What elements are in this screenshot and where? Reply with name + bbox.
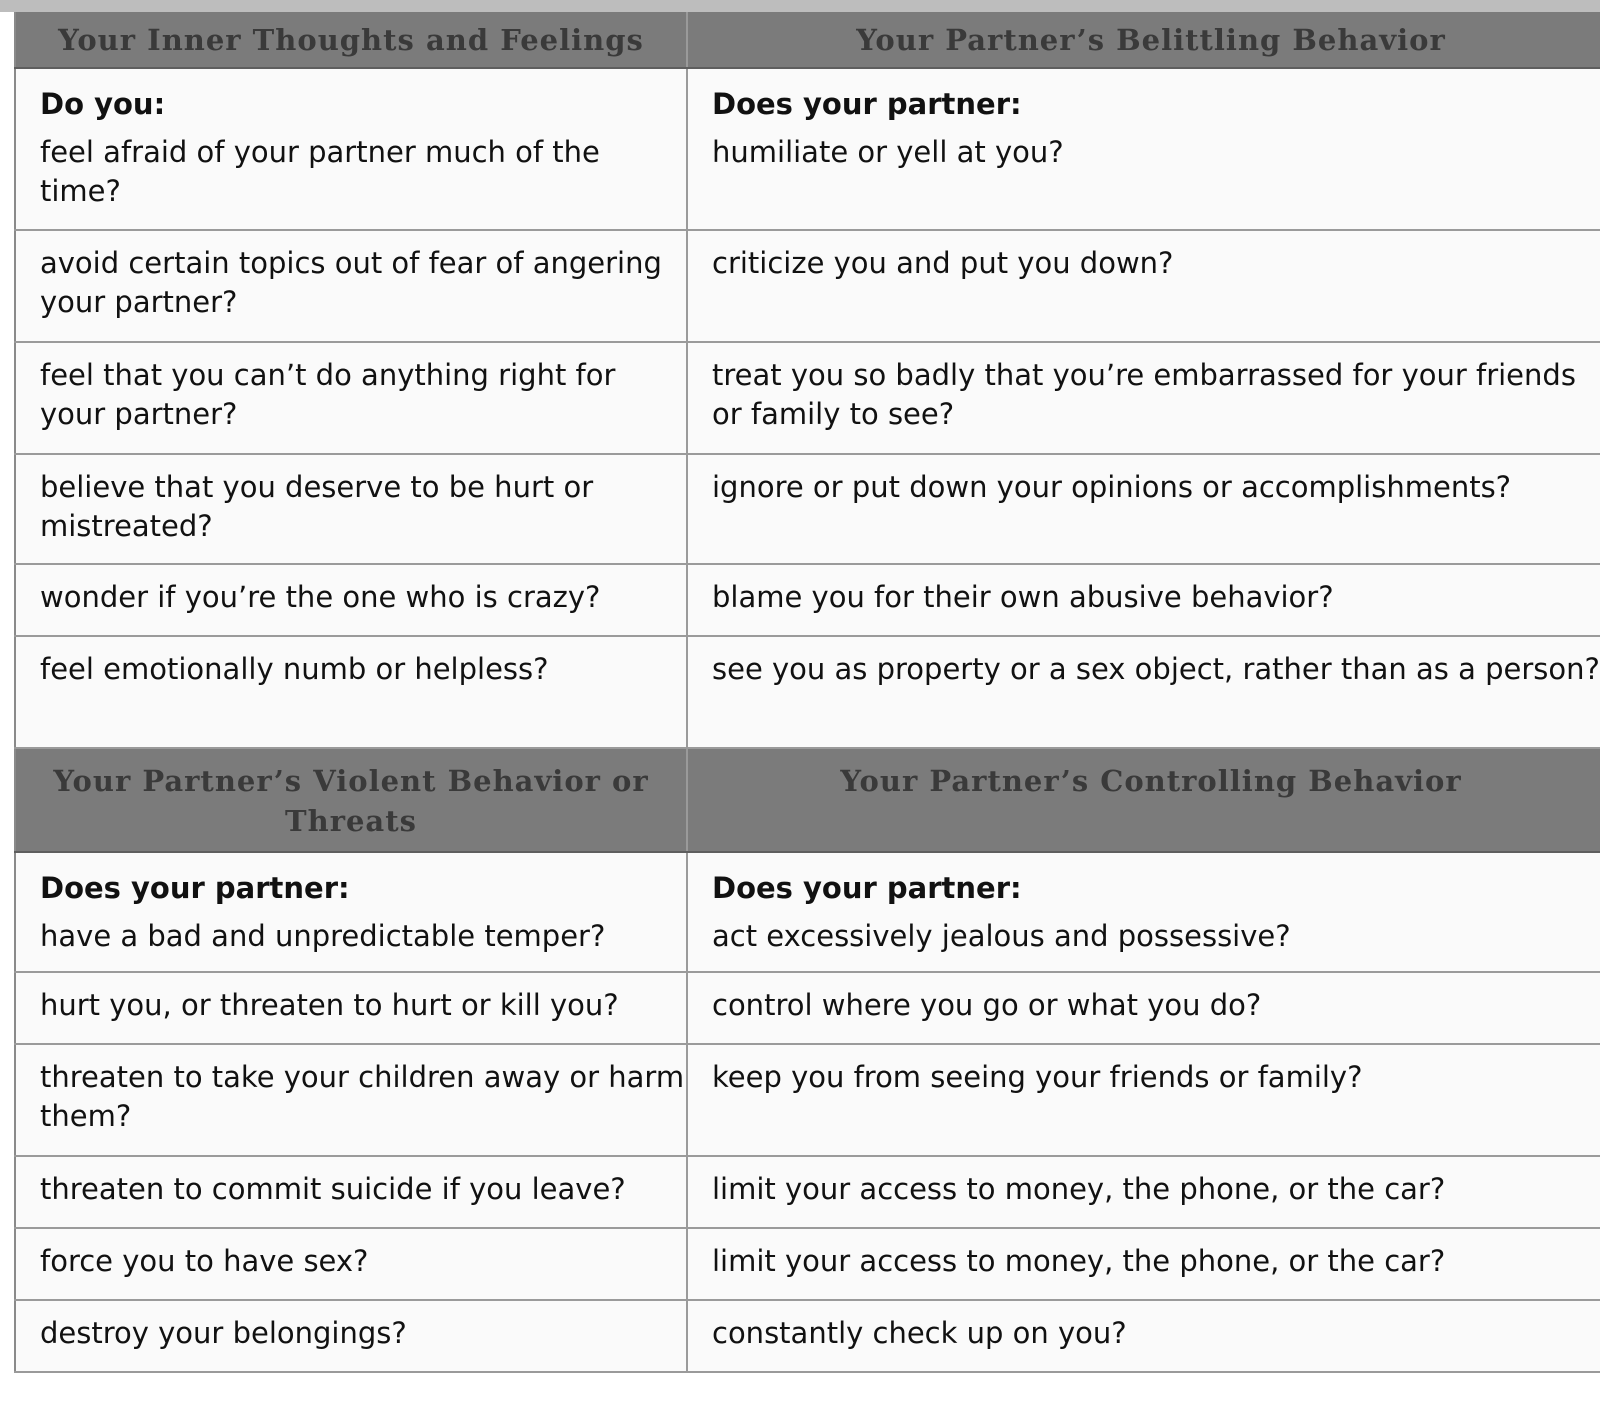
table-row [15, 972, 1600, 1044]
table-cell [15, 1044, 687, 1156]
header-belittling-behavior: Your Partner’s Belittling Behavior [687, 12, 1600, 68]
table-row [15, 68, 1600, 230]
question-text: threaten to commit suicide if you leave? [40, 1172, 626, 1206]
table-row [15, 636, 1600, 748]
table-row [15, 852, 1600, 972]
table-cell [687, 342, 1600, 454]
column-intro: Do you: [40, 87, 166, 121]
table-row [15, 1228, 1600, 1300]
table-row [15, 1044, 1600, 1156]
table-cell [15, 852, 687, 972]
question-text: control where you go or what you do? [712, 988, 1262, 1022]
warning-signs-table [14, 12, 1600, 1373]
question-text: feel afraid of your partner much of the time? [40, 135, 600, 208]
question-text: ignore or put down your opinions or accomplishments? [712, 470, 1512, 504]
question-text: avoid certain topics out of fear of angering your partner? [40, 246, 662, 319]
table-row [15, 1300, 1600, 1372]
question-text: have a bad and unpredictable temper? [40, 919, 606, 953]
table-cell [15, 454, 687, 564]
header-violent-behavior: Your Partner’s Violent Behavior or Threats [15, 748, 687, 852]
table-cell [15, 1156, 687, 1228]
column-intro: Does your partner: [712, 871, 1022, 905]
question-text: threaten to take your children away or harm them? [40, 1060, 685, 1133]
table-cell [687, 68, 1600, 230]
table-cell [687, 1228, 1600, 1300]
header-controlling-behavior: Your Partner’s Controlling Behavior [687, 748, 1600, 852]
table-cell [687, 1156, 1600, 1228]
table-cell [15, 342, 687, 454]
question-text: limit your access to money, the phone, or the car? [712, 1244, 1446, 1278]
question-text: believe that you deserve to be hurt or mistreated? [40, 470, 594, 543]
column-intro: Does your partner: [40, 871, 350, 905]
table-row [15, 454, 1600, 564]
table-cell [687, 1044, 1600, 1156]
table-cell [15, 564, 687, 636]
table-cell [15, 68, 687, 230]
table-cell [687, 564, 1600, 636]
table-cell [15, 230, 687, 342]
table-cell [687, 454, 1600, 564]
question-text: feel that you can’t do anything right for your partner? [40, 358, 616, 431]
question-text: keep you from seeing your friends or family? [712, 1060, 1363, 1094]
table-cell [15, 972, 687, 1044]
question-text: hurt you, or threaten to hurt or kill you? [40, 988, 619, 1022]
header-inner-thoughts: Your Inner Thoughts and Feelings [15, 12, 687, 68]
top-strip [0, 0, 1600, 12]
table-cell [687, 230, 1600, 342]
table-cell [687, 1300, 1600, 1372]
question-text: criticize you and put you down? [712, 246, 1174, 280]
table-row [15, 342, 1600, 454]
table-cell [15, 636, 687, 748]
table-cell [687, 852, 1600, 972]
question-text: constantly check up on you? [712, 1316, 1127, 1350]
table-cell [687, 972, 1600, 1044]
question-text: wonder if you’re the one who is crazy? [40, 580, 601, 614]
question-text: see you as property or a sex object, rather than as a person? [712, 652, 1600, 686]
table-row [15, 230, 1600, 342]
question-text: treat you so badly that you’re embarrassed for your friends or family to see? [712, 358, 1576, 431]
table-row [15, 1156, 1600, 1228]
section-header-row [15, 12, 1600, 68]
table-cell [15, 1300, 687, 1372]
question-text: force you to have sex? [40, 1244, 369, 1278]
table-cell [15, 1228, 687, 1300]
question-text: limit your access to money, the phone, or the car? [712, 1172, 1446, 1206]
question-text: feel emotionally numb or helpless? [40, 652, 549, 686]
table-cell [687, 636, 1600, 748]
question-text: act excessively jealous and possessive? [712, 919, 1291, 953]
column-intro: Does your partner: [712, 87, 1022, 121]
question-text: destroy your belongings? [40, 1316, 407, 1350]
question-text: humiliate or yell at you? [712, 135, 1064, 169]
question-text: blame you for their own abusive behavior? [712, 580, 1334, 614]
table-row [15, 564, 1600, 636]
section-header-row [15, 748, 1600, 852]
